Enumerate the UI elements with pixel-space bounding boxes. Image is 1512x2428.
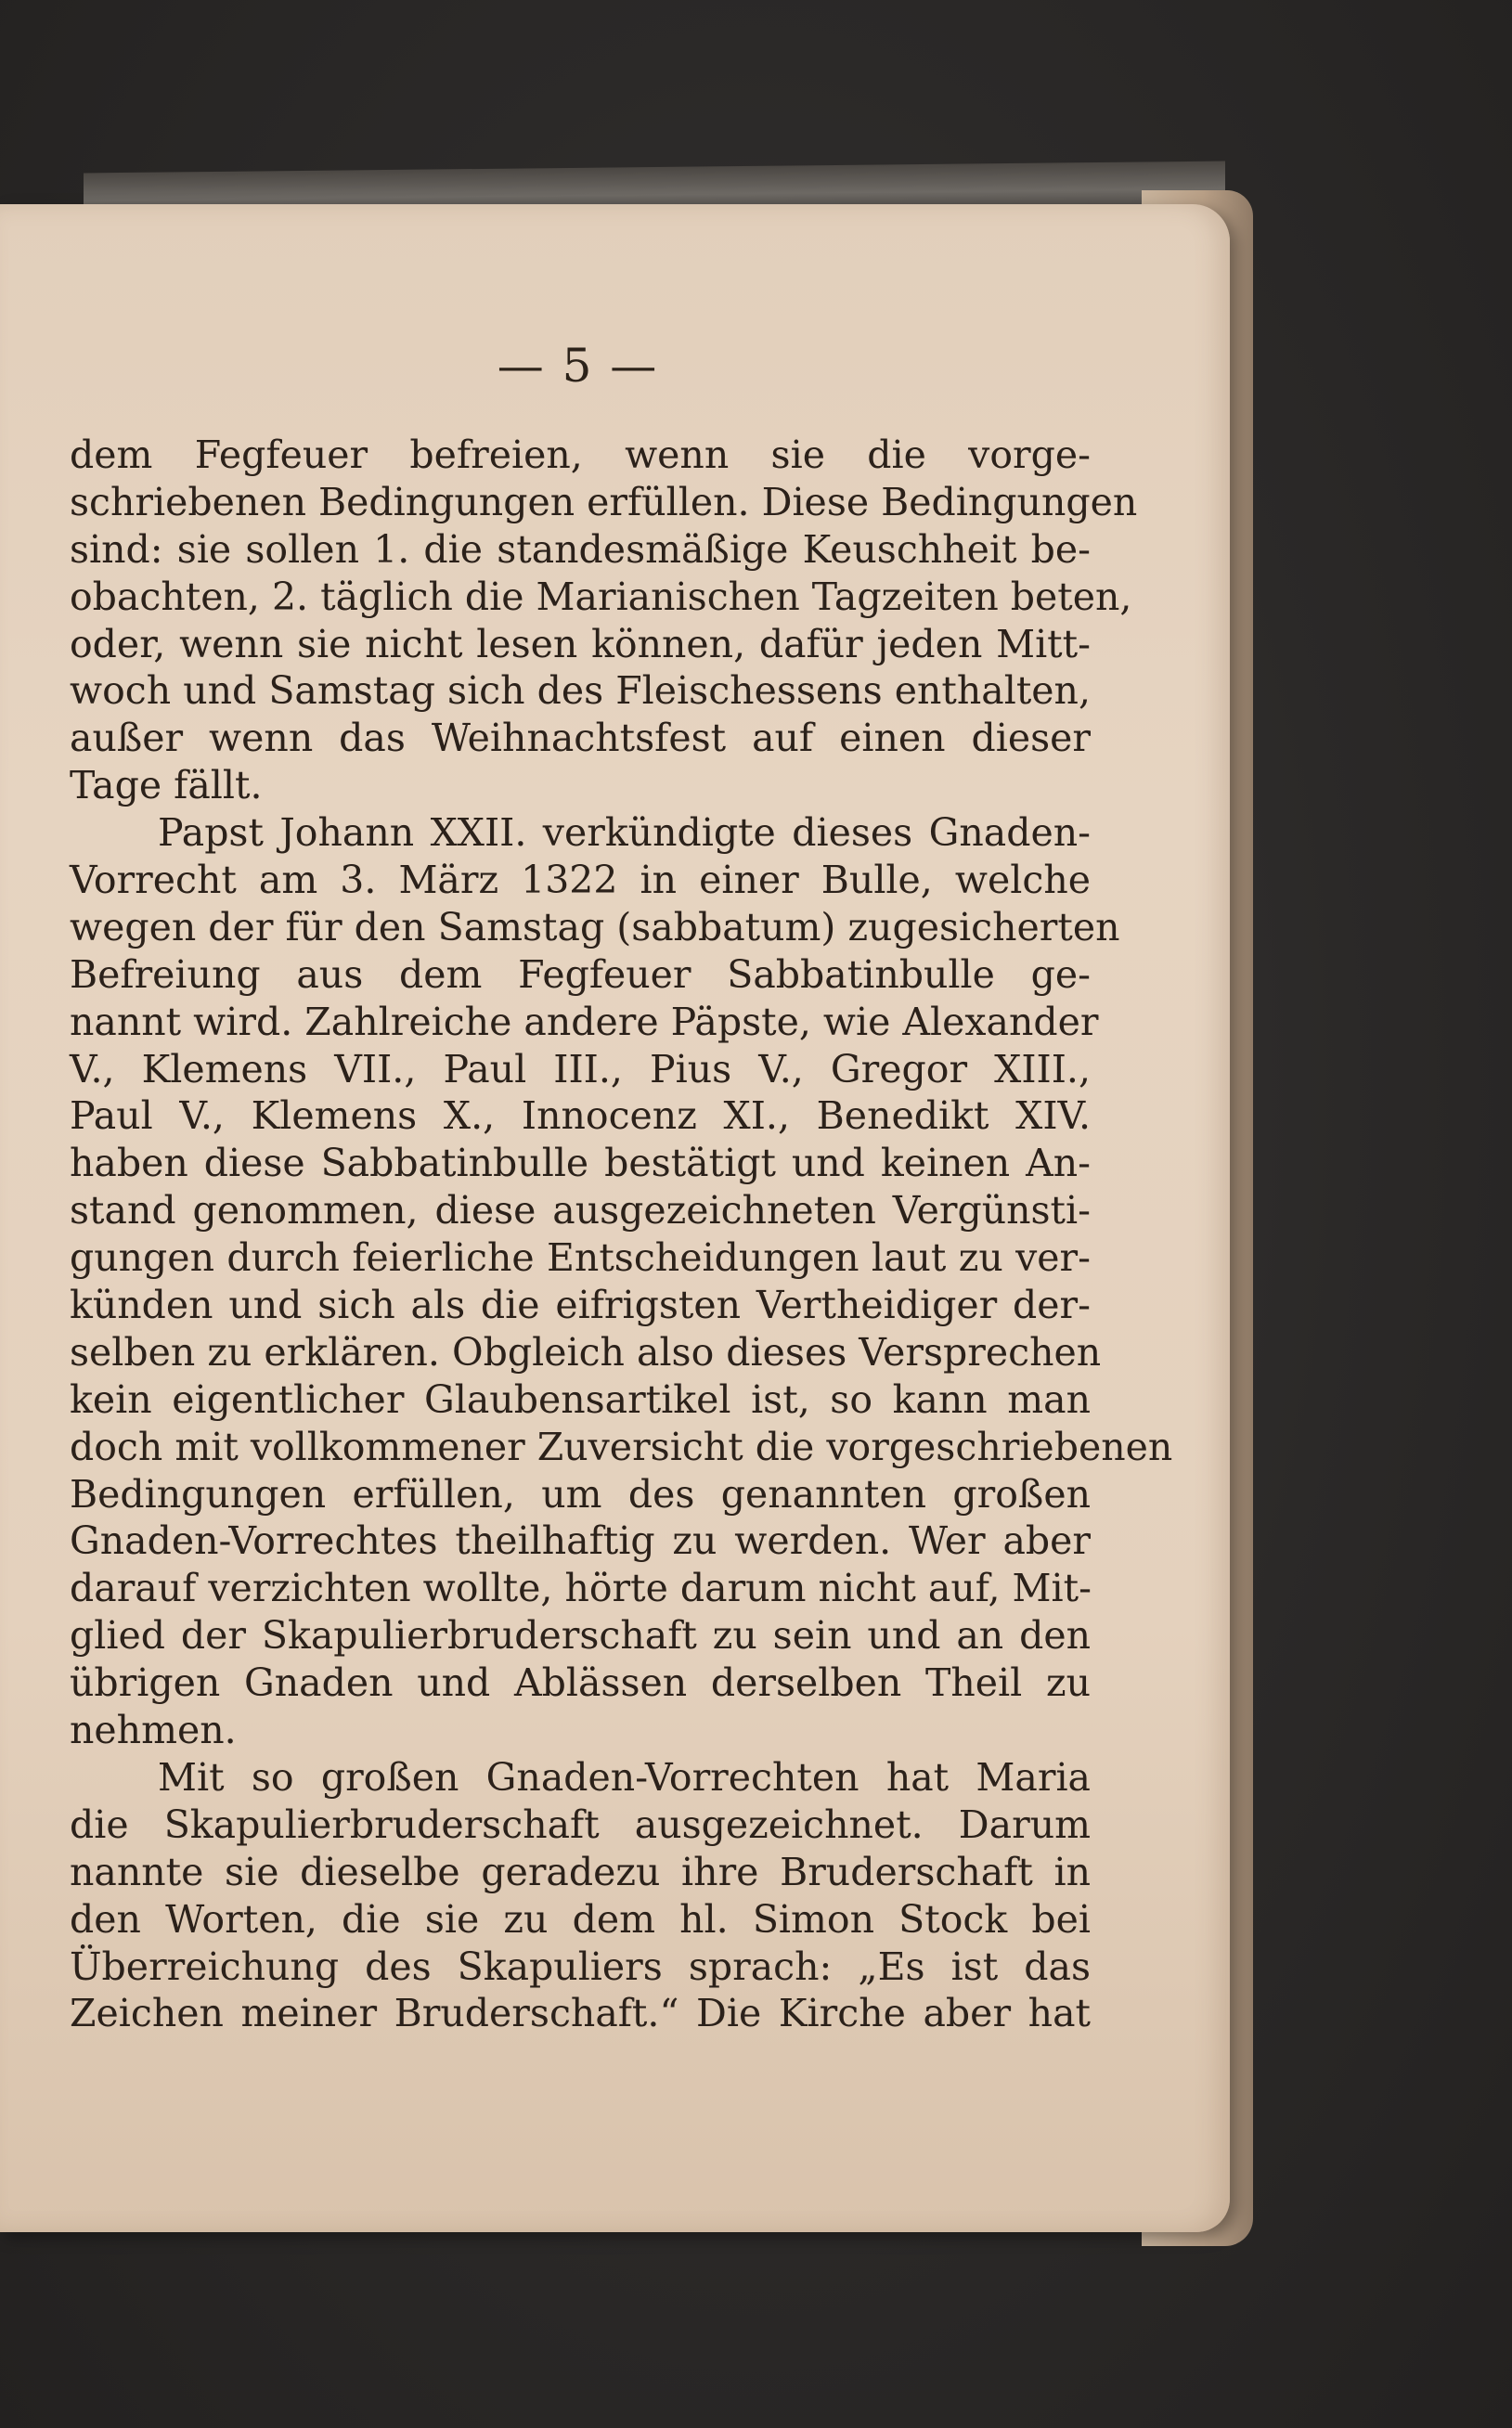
- text-line: woch und Samstag sich des Fleischessens enthalten,: [70, 668, 1091, 714]
- text-line: künden und sich als die eifrigsten Vertheidiger der-: [70, 1283, 1091, 1328]
- text-line: schriebenen Bedingungen erfüllen. Diese Bedingungen: [70, 479, 1138, 524]
- text-line: haben diese Sabbatinbulle bestätigt und keinen An-: [70, 1141, 1091, 1186]
- text-line: außer wenn das Weihnachtsfest auf einen dieser: [70, 716, 1091, 761]
- text-line: dem Fegfeuer befreien, wenn sie die vorge-: [70, 433, 1091, 477]
- text-line: V., Klemens VII., Paul III., Pius V., Gregor XIII.,: [70, 1046, 1091, 1091]
- text-line: Vorrecht am 3. März 1322 in einer Bulle, welche: [70, 858, 1091, 903]
- text-line: Mit so großen Gnaden-Vorrechten hat Maria: [158, 1754, 1091, 1800]
- text-line: sind: sie sollen 1. die standesmäßige Keuschheit be-: [70, 526, 1091, 572]
- text-line: Gnaden-Vorrechtes theilhaftig zu werden. Wer aber: [70, 1518, 1091, 1564]
- text-line: den Worten, die sie zu dem hl. Simon Stock bei: [70, 1896, 1091, 1942]
- text-line: die Skapulierbruderschaft ausgezeichnet. Darum: [70, 1802, 1091, 1847]
- text-line: glied der Skapulierbruderschaft zu sein und an den: [70, 1613, 1091, 1659]
- text-line: oder, wenn sie nicht lesen können, dafür jeden Mitt-: [70, 621, 1091, 666]
- text-line: übrigen Gnaden und Ablässen derselben Theil zu: [70, 1660, 1091, 1706]
- text-line: obachten, 2. täglich die Marianischen Tagzeiten beten,: [70, 574, 1132, 619]
- page-number: — 5 —: [497, 339, 659, 393]
- text-line: nannt wird. Zahlreiche andere Päpste, wie Alexander: [70, 999, 1099, 1044]
- text-line: Papst Johann XXII. verkündigte dieses Gnaden-: [158, 810, 1091, 856]
- text-line: Tage fällt.: [70, 763, 263, 808]
- text-line: Bedingungen erfüllen, um des genannten großen: [70, 1471, 1091, 1517]
- text-line: nannte sie dieselbe geradezu ihre Bruderschaft in: [70, 1849, 1091, 1894]
- text-line: stand genommen, diese ausgezeichneten Vergünsti-: [70, 1188, 1091, 1233]
- text-line: Befreiung aus dem Fegfeuer Sabbatinbulle ge-: [70, 951, 1091, 997]
- text-line: nehmen.: [70, 1708, 237, 1753]
- text-line: kein eigentlicher Glaubensartikel ist, so kann man: [70, 1376, 1091, 1422]
- book-page: [0, 204, 1230, 2232]
- text-line: gungen durch feierliche Entscheidungen laut zu ver-: [70, 1235, 1091, 1281]
- text-line: doch mit vollkommener Zuversicht die vorgeschriebenen: [70, 1424, 1173, 1469]
- text-line: darauf verzichten wollte, hörte darum nicht auf, Mit-: [70, 1566, 1092, 1611]
- text-line: Zeichen meiner Bruderschaft.“ Die Kirche aber hat: [70, 1991, 1091, 2036]
- text-line: Paul V., Klemens X., Innocenz XI., Benedikt XIV.: [70, 1093, 1091, 1139]
- text-line: wegen der für den Samstag (sabbatum) zugesicherten: [70, 904, 1120, 949]
- body-text: [70, 432, 1173, 2037]
- text-line: selben zu erklären. Obgleich also dieses Versprechen: [70, 1329, 1102, 1375]
- text-line: Überreichung des Skapuliers sprach: „Es ist das: [70, 1944, 1091, 1989]
